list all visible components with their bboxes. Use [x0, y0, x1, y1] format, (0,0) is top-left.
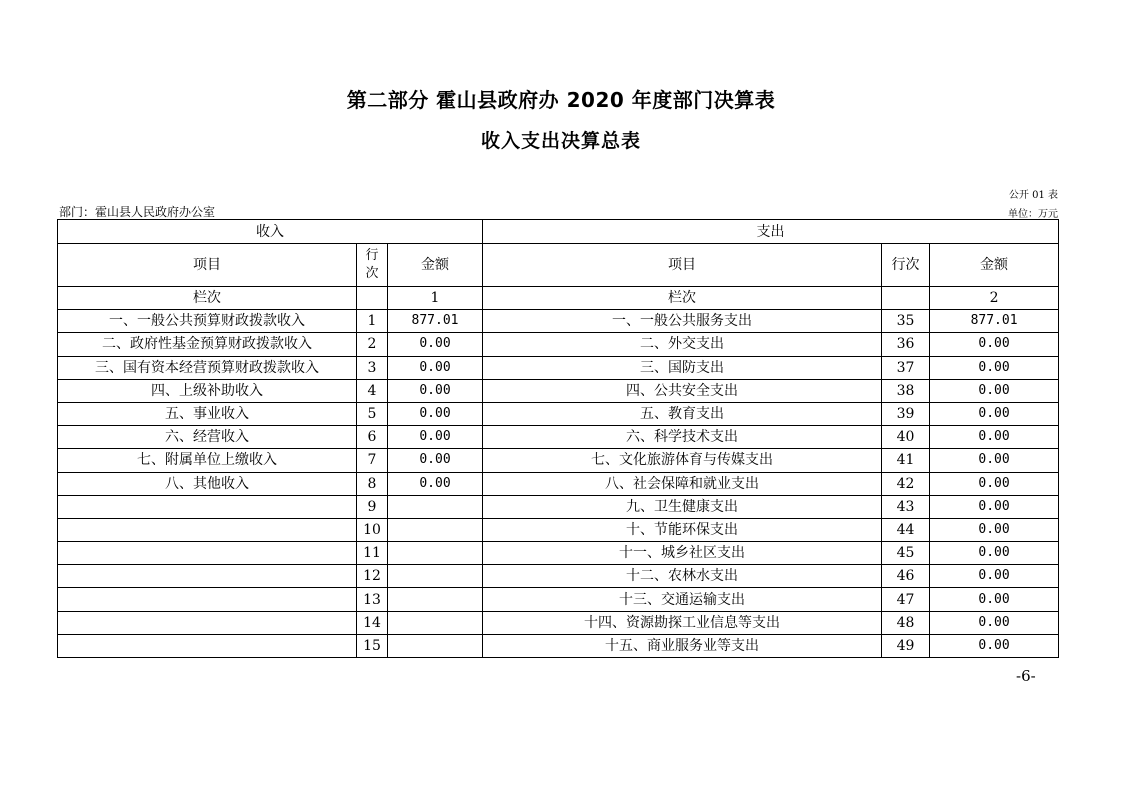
income-line-cell: 1 — [357, 310, 388, 333]
expense-line-cell: 42 — [882, 472, 930, 495]
income-item-cell — [58, 588, 357, 611]
income-amount-cell: 0.00 — [388, 449, 483, 472]
income-line-cell: 7 — [357, 449, 388, 472]
expense-amount-cell: 0.00 — [930, 634, 1059, 657]
income-amount-cell: 0.00 — [388, 379, 483, 402]
expense-line-cell: 37 — [882, 356, 930, 379]
income-item-cell: 三、国有资本经营预算财政拨款收入 — [58, 356, 357, 379]
income-amount-header: 金额 — [388, 244, 483, 287]
expense-item-cell: 十一、城乡社区支出 — [483, 542, 882, 565]
table-row — [58, 356, 1059, 379]
income-line-cell: 2 — [357, 333, 388, 356]
income-item-cell: 四、上级补助收入 — [58, 379, 357, 402]
page-title: 第二部分 霍山县政府办 2020 年度部门决算表 — [346, 88, 776, 112]
income-section-header: 收入 — [58, 220, 483, 244]
income-amount-cell — [388, 542, 483, 565]
expense-amount-cell: 0.00 — [930, 402, 1059, 425]
department-label: 部门：霍山县人民政府办公室 — [59, 205, 216, 219]
table-row — [58, 472, 1059, 495]
table-row — [58, 611, 1059, 634]
income-amount-cell — [388, 495, 483, 518]
table-row — [58, 449, 1059, 472]
income-amount-cell: 0.00 — [388, 426, 483, 449]
expense-amount-cell: 0.00 — [930, 333, 1059, 356]
expense-amount-cell: 877.01 — [930, 310, 1059, 333]
table-row — [58, 310, 1059, 333]
expense-amount-cell: 0.00 — [930, 588, 1059, 611]
expense-amount-cell: 0.00 — [930, 611, 1059, 634]
table-row — [58, 542, 1059, 565]
expense-section-header: 支出 — [483, 220, 1059, 244]
income-expense-table — [57, 219, 1059, 658]
income-line-cell: 14 — [357, 611, 388, 634]
expense-amount-cell: 0.00 — [930, 565, 1059, 588]
income-line-cell: 4 — [357, 379, 388, 402]
expense-item-cell: 五、教育支出 — [483, 402, 882, 425]
expense-line-cell: 39 — [882, 402, 930, 425]
income-line-header — [357, 244, 388, 287]
expense-item-cell: 三、国防支出 — [483, 356, 882, 379]
expense-line-cell: 45 — [882, 542, 930, 565]
income-line-cell: 12 — [357, 565, 388, 588]
income-amount-cell — [388, 611, 483, 634]
expense-item-cell: 六、科学技术支出 — [483, 426, 882, 449]
expense-item-cell: 九、卫生健康支出 — [483, 495, 882, 518]
income-amount-cell — [388, 565, 483, 588]
table-row — [58, 379, 1059, 402]
expense-line-cell: 47 — [882, 588, 930, 611]
expense-item-cell: 十二、农林水支出 — [483, 565, 882, 588]
income-amount-cell: 877.01 — [388, 310, 483, 333]
income-item-cell: 二、政府性基金预算财政拨款收入 — [58, 333, 357, 356]
table-row — [58, 634, 1059, 657]
expense-item-cell: 十、节能环保支出 — [483, 518, 882, 541]
expense-item-cell: 八、社会保障和就业支出 — [483, 472, 882, 495]
table-row — [58, 402, 1059, 425]
expense-item-cell: 二、外交支出 — [483, 333, 882, 356]
expense-line-header: 行次 — [882, 244, 930, 287]
expense-amount-cell: 0.00 — [930, 449, 1059, 472]
table-subtitle: 收入支出决算总表 — [480, 130, 641, 152]
income-amount-cell: 0.00 — [388, 402, 483, 425]
income-amount-cell — [388, 634, 483, 657]
expense-line-cell: 49 — [882, 634, 930, 657]
income-item-cell: 八、其他收入 — [58, 472, 357, 495]
expense-line-cell: 38 — [882, 379, 930, 402]
expense-amount-cell: 0.00 — [930, 472, 1059, 495]
income-item-cell — [58, 495, 357, 518]
column-index-row — [58, 287, 1059, 310]
page-number: -6- — [1016, 667, 1036, 685]
income-item-cell — [58, 542, 357, 565]
section-header-row — [58, 220, 1059, 244]
expense-item-cell: 一、一般公共服务支出 — [483, 310, 882, 333]
income-item-header: 项目 — [58, 244, 357, 287]
expense-amount-cell: 0.00 — [930, 379, 1059, 402]
income-line-cell: 8 — [357, 472, 388, 495]
income-amount-cell: 0.00 — [388, 356, 483, 379]
expense-line-cell: 40 — [882, 426, 930, 449]
expense-index-label: 栏次 — [483, 287, 882, 310]
column-header-row — [58, 244, 1059, 287]
expense-line-cell: 35 — [882, 310, 930, 333]
expense-line-cell: 44 — [882, 518, 930, 541]
income-item-cell: 一、一般公共预算财政拨款收入 — [58, 310, 357, 333]
income-item-cell — [58, 518, 357, 541]
expense-line-cell: 48 — [882, 611, 930, 634]
income-item-cell: 七、附属单位上缴收入 — [58, 449, 357, 472]
expense-index-value: 2 — [930, 287, 1059, 310]
income-line-cell: 5 — [357, 402, 388, 425]
expense-line-cell: 46 — [882, 565, 930, 588]
income-index-line — [357, 287, 388, 310]
income-item-cell: 五、事业收入 — [58, 402, 357, 425]
expense-item-cell: 四、公共安全支出 — [483, 379, 882, 402]
income-index-label: 栏次 — [58, 287, 357, 310]
income-line-cell: 13 — [357, 588, 388, 611]
form-code: 公开 01 表 — [1008, 190, 1058, 201]
income-amount-cell — [388, 518, 483, 541]
expense-item-header: 项目 — [483, 244, 882, 287]
income-amount-cell — [388, 588, 483, 611]
expense-amount-cell: 0.00 — [930, 356, 1059, 379]
table-row — [58, 333, 1059, 356]
unit-label: 单位：万元 — [1008, 209, 1058, 220]
income-index-value: 1 — [388, 287, 483, 310]
income-item-cell — [58, 611, 357, 634]
expense-line-cell: 43 — [882, 495, 930, 518]
expense-item-cell: 七、文化旅游体育与传媒支出 — [483, 449, 882, 472]
expense-amount-cell: 0.00 — [930, 495, 1059, 518]
income-line-cell: 11 — [357, 542, 388, 565]
expense-index-line — [882, 287, 930, 310]
table-row — [58, 426, 1059, 449]
table-row — [58, 565, 1059, 588]
income-item-cell: 六、经营收入 — [58, 426, 357, 449]
expense-amount-cell: 0.00 — [930, 542, 1059, 565]
expense-line-cell: 41 — [882, 449, 930, 472]
expense-amount-header: 金额 — [930, 244, 1059, 287]
income-line-cell: 10 — [357, 518, 388, 541]
table-row — [58, 518, 1059, 541]
table-row — [58, 495, 1059, 518]
income-amount-cell: 0.00 — [388, 472, 483, 495]
income-line-cell: 9 — [357, 495, 388, 518]
expense-line-cell: 36 — [882, 333, 930, 356]
income-line-cell: 6 — [357, 426, 388, 449]
income-line-cell: 15 — [357, 634, 388, 657]
income-line-header-text: 行次 — [365, 248, 379, 281]
expense-item-cell: 十五、商业服务业等支出 — [483, 634, 882, 657]
income-item-cell — [58, 634, 357, 657]
expense-item-cell: 十三、交通运输支出 — [483, 588, 882, 611]
income-item-cell — [58, 565, 357, 588]
income-amount-cell: 0.00 — [388, 333, 483, 356]
income-line-cell: 3 — [357, 356, 388, 379]
table-row — [58, 588, 1059, 611]
expense-amount-cell: 0.00 — [930, 518, 1059, 541]
expense-item-cell: 十四、资源勘探工业信息等支出 — [483, 611, 882, 634]
expense-amount-cell: 0.00 — [930, 426, 1059, 449]
